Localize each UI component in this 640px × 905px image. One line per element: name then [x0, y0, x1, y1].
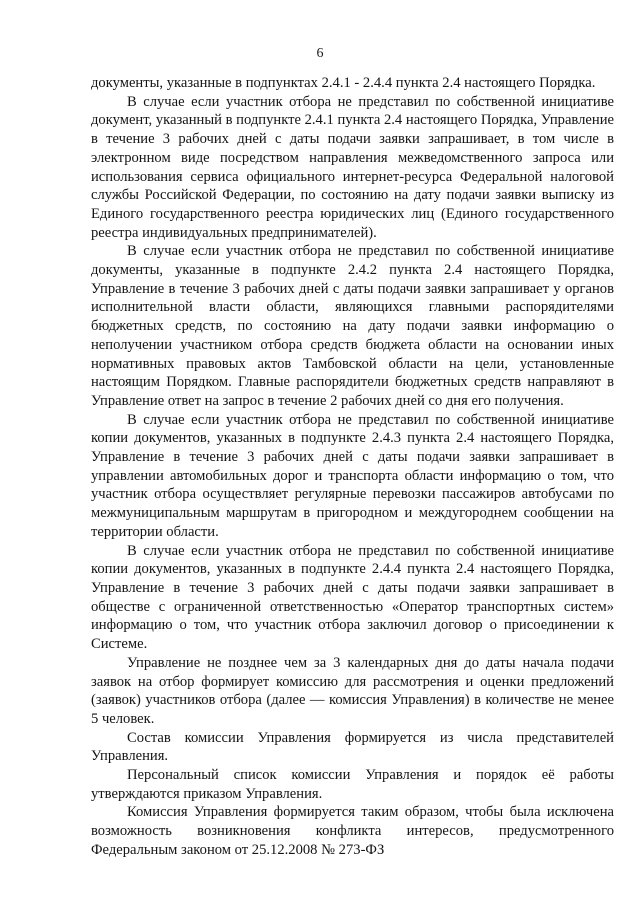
paragraph-transport-request: В случае если участник отбора не представил по собственной инициативе копии документов, указанных в подпункте 2.4.3 пункта 2.4 настоящего Порядка, Управление в течение 3 рабочих дней с даты подачи заявки запрашивает в управлении автомобильных дорог и транспорта области информацию о том, что участник отбора осуществляет регулярные перевозки пассажиров автобусами по межмуниципальным маршрутам в пригородном и междугороднем сообщении на территории области. [91, 411, 614, 540]
paragraph-operator-request: В случае если участник отбора не представил по собственной инициативе копии документов, указанных в подпункте 2.4.4 пункта 2.4 настоящего Порядка, Управление в течение 3 рабочих дней с даты подачи заявки запрашивает в обществе с ограниченной ответственностью «Оператор транспортных систем» информацию о том, что участник отбора заключил договор о присоединении к Системе. [91, 542, 614, 653]
paragraph-commission-formation: Управление не позднее чем за 3 календарных дня до даты начала подачи заявок на отбор формирует комиссию для рассмотрения и оценки предложений (заявок) участников отбора (далее — комиссия Управления) в количестве не менее 5 человек. [91, 654, 614, 727]
paragraph-continuation: документы, указанные в подпунктах 2.4.1 - 2.4.4 пункта 2.4 настоящего Порядка. [91, 75, 596, 91]
document-body [91, 74, 614, 860]
paragraph-budget-funds-request: В случае если участник отбора не представил по собственной инициативе документы, указанные в подпункте 2.4.2 пункта 2.4 настоящего Порядка, Управление в течение 3 рабочих дней с даты подачи заявки запрашивает у органов исполнительной власти области, являющихся главными распорядителями бюджетных средств, по состоянию на дату подачи заявки информацию о неполучении участником отбора средств бюджета области на основании иных нормативных правовых актов Тамбовской области на цели, установленные настоящим Порядком. Главные распорядители бюджетных средств направляют в Управление ответ на запрос в течение 2 рабочих дней со дня его получения. [91, 243, 614, 409]
paragraph-egrul-request: В случае если участник отбора не представил по собственной инициативе документ, указанный в подпункте 2.4.1 пункта 2.4 настоящего Порядка, Управление в течение 3 рабочих дней с даты подачи заявки запрашивает, в том числе в электронном виде посредством направления межведомственного запроса или использования сервиса официального интернет-ресурса Федеральной налоговой службы Российской Федерации, по состоянию на дату подачи заявки выписку из Единого государственного реестра юридических лиц (Единого государственного реестра индивидуальных предпринимателей). [91, 93, 614, 241]
paragraph-commission-list: Персональный список комиссии Управления и порядок её работы утверждаются приказом Управления. [91, 767, 614, 802]
page-number: 6 [316, 46, 324, 61]
paragraph-commission-composition: Состав комиссии Управления формируется из числа представителей Управления. [91, 729, 614, 765]
paragraph-conflict-of-interest: Комиссия Управления формируется таким образом, чтобы была исключена возможность возникновения конфликта интересов, предусмотренного Федеральным законом от 25.12.2008 № 273-ФЗ [91, 804, 614, 858]
